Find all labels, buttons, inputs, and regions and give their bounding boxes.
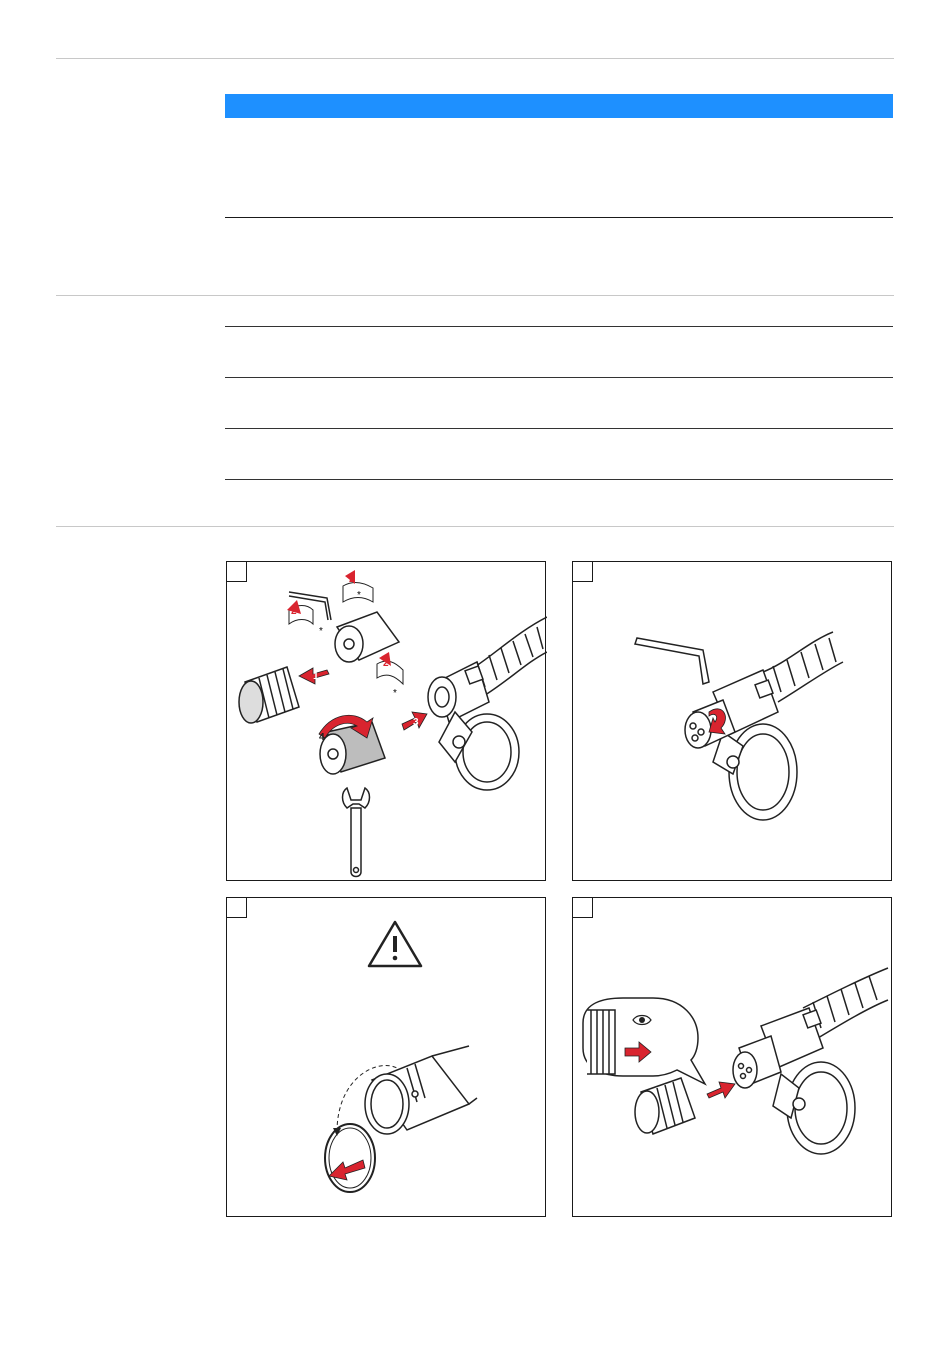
asterisk-label: * <box>393 688 397 699</box>
step-marker-2c: 2 <box>383 658 389 669</box>
nozzle-icon <box>365 1046 477 1134</box>
asterisk-label: * <box>319 626 323 637</box>
table-rule-3 <box>225 428 893 429</box>
step-marker-3: 3 <box>413 717 419 728</box>
hose-icon <box>763 632 843 702</box>
step-marker-4: 4 <box>319 732 325 743</box>
section-divider-bottom <box>56 526 894 527</box>
illustration-panel-2 <box>572 561 892 881</box>
note-header-bar <box>225 94 893 118</box>
ring-drawing <box>227 898 547 1218</box>
eye-icon <box>633 1016 651 1025</box>
illustration-panel-3 <box>226 897 546 1217</box>
inspection-drawing <box>573 898 893 1218</box>
illustration-panel-1 <box>226 561 546 881</box>
move-arrow-icon <box>299 668 329 684</box>
contact-tip-holder-icon <box>335 612 399 662</box>
snap-ring-icon <box>325 1124 375 1192</box>
table-rule-2 <box>225 377 893 378</box>
torch-body-icon <box>685 670 797 820</box>
magnified-callout <box>583 998 705 1084</box>
hex-key-drawing <box>573 562 893 882</box>
section-divider-top <box>56 58 894 59</box>
move-arrow-icon <box>402 712 427 730</box>
nozzle-icon <box>239 667 299 723</box>
table-rule-1 <box>225 326 893 327</box>
torch-body-icon <box>733 1008 855 1154</box>
wrench-icon <box>343 788 370 877</box>
move-arrow-icon <box>329 1160 365 1180</box>
step-marker-2b: 2 <box>349 574 355 585</box>
hex-key-icon <box>635 638 709 684</box>
step-marker-1: 1 <box>313 671 319 682</box>
step-marker-2a: 2 <box>291 606 297 617</box>
disassembly-drawing <box>227 562 547 882</box>
move-arrow-icon <box>707 1082 735 1098</box>
asterisk-label: * <box>357 590 361 601</box>
table-rule-4 <box>225 479 893 480</box>
nozzle-icon <box>635 1078 695 1134</box>
illustration-panel-4 <box>572 897 892 1217</box>
note-bottom-rule <box>225 217 893 218</box>
warning-icon <box>369 922 421 966</box>
section-divider-middle <box>56 295 894 296</box>
